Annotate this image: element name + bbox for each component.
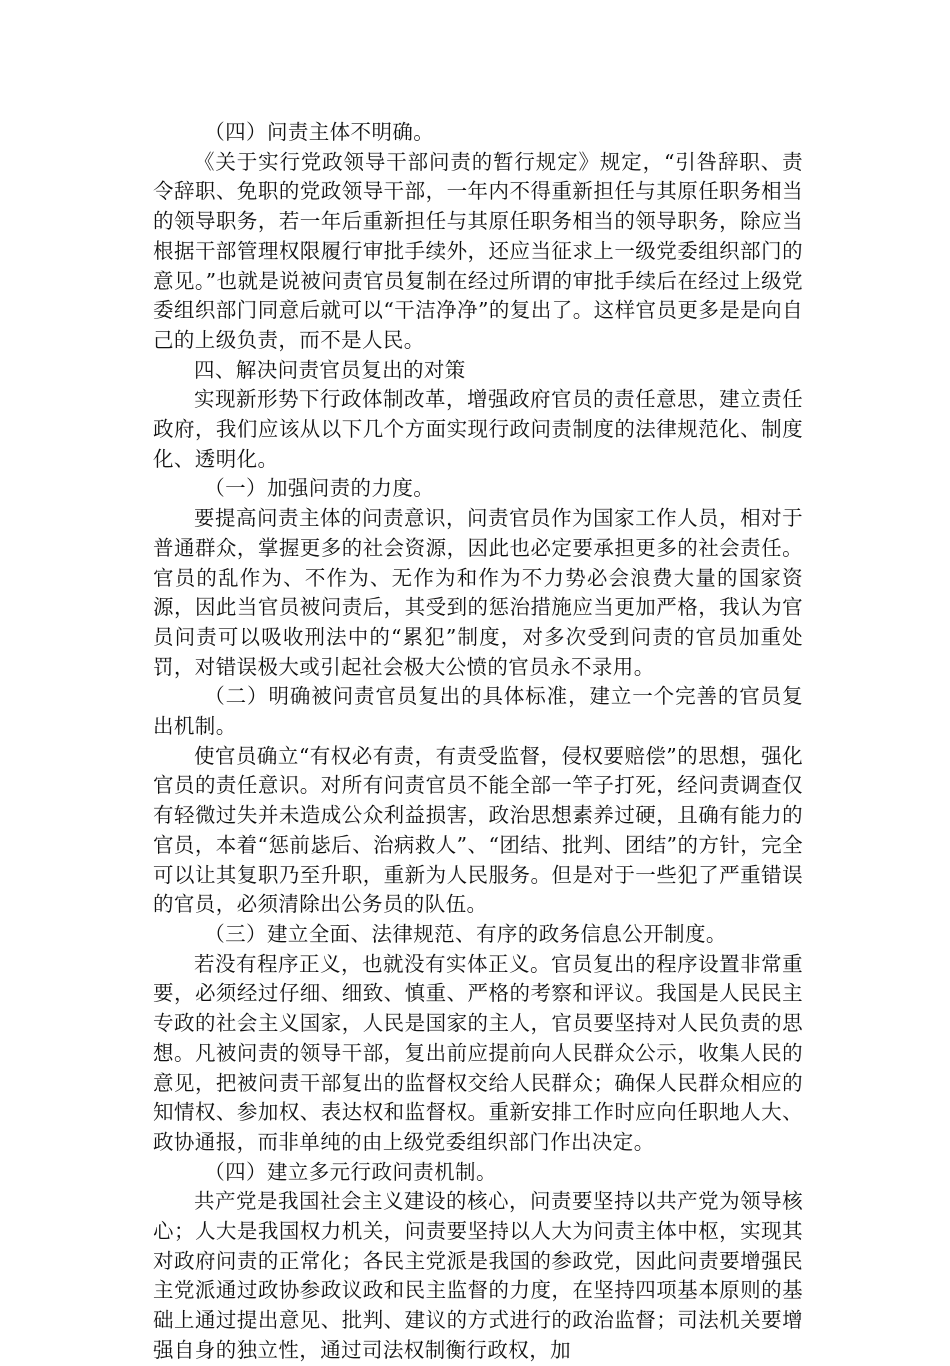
subheading-information-disclosure: （三）建立全面、法律规范、有序的政务信息公开制度。 bbox=[204, 921, 727, 946]
document-body bbox=[153, 118, 803, 1366]
subheading-return-standards: （二）明确被问责官员复出的具体标准，建立一个完善的官员复出机制。 bbox=[153, 684, 803, 739]
section-heading-countermeasures: 四、解决问责官员复出的对策 bbox=[194, 357, 466, 382]
subheading-multi-accountability: （四）建立多元行政问责机制。 bbox=[204, 1159, 497, 1184]
paragraph-procedural-justice: 若没有程序正义，也就没有实体正义。官员复出的程序设置非常重要，必须经过仔细、细致、慎重、严格的考察和评议。我国是人民民主专政的社会主义国家，人民是国家的主人，官员要坚持对人民负责的思想。凡被问责的领导干部，复出前应提前向人民群众公示，收集人民的意见，把被问责干部复出的监督权交给人民群众；确保人民群众相应的知情权、参加权、表达权和监督权。重新安排工作时应向任职地人大、政协通报，而非单纯的由上级党委组织部门作出决定。 bbox=[153, 951, 803, 1154]
subheading-accountability-subject: （四）问责主体不明确。 bbox=[204, 120, 435, 144]
subheading-strengthen-accountability: （一）加强问责的力度。 bbox=[204, 476, 435, 501]
paragraph-responsibility-awareness: 使官员确立“有权必有责，有责受监督，侵权要赔偿”的思想，强化官员的责任意识。对所有问责官员不能全部一竿子打死，经问责调查仅有轻微过失并未造成公众利益损害，政治思想素养过硬，且确有能力的官员，本着“惩前毖后、治病救人”、“团结、批判、团结”的方针，完全可以让其复职乃至升职，重新为人民服务。但是对于一些犯了严重错误的官员，必须清除出公务员的队伍。 bbox=[153, 743, 803, 917]
paragraph-accountability-awareness: 要提高问责主体的问责意识，问责官员作为国家工作人员，相对于普通群众，掌握更多的社会资源，因此也必定要承担更多的社会责任。官员的乱作为、不作为、无作为和作为不力势必会浪费大量的国家资源，因此当官员被问责后，其受到的惩治措施应当更加严格，我认为官员问责可以吸收刑法中的“累犯”制度，对多次受到问责的官员加重处罚，对错误极大或引起社会极大公愤的官员永不录用。 bbox=[153, 506, 803, 679]
paragraph-reform-intro: 实现新形势下行政体制改革，增强政府官员的责任意思，建立责任政府，我们应该从以下几个方面实现行政问责制度的法律规范化、制度化、透明化。 bbox=[153, 387, 803, 471]
paragraph-party-leadership: 共产党是我国社会主义建设的核心，问责要坚持以共产党为领导核心；人大是我国权力机关，问责要坚持以人大为问责主体中枢，实现其对政府问责的正常化；各民主党派是我国的参政党，因此问责要增强民主党派通过政协参政议政和民主监督的力度，在坚持四项基本原则的基础上通过提出意见、批判、建议的方式进行的政治监督；司法机关要增强自身的独立性，通过司法权制衡行政权，加 bbox=[153, 1189, 803, 1362]
paragraph-regulation-quote: 《关于实行党政领导干部问责的暂行规定》规定，“引咎辞职、责令辞职、免职的党政领导干部，一年内不得重新担任与其原任职务相当的领导职务，若一年后重新担任与其原任职务相当的领导职务，除应当根据干部管理权限履行审批手续外，还应当征求上一级党委组织部门的意见。”也就是说被问责官员复制在经过所谓的审批手续后在经过上级党委组织部门同意后就可以“干洁净净”的复出了。这样官员更多是是向自己的上级负责，而不是人民。 bbox=[153, 149, 803, 352]
